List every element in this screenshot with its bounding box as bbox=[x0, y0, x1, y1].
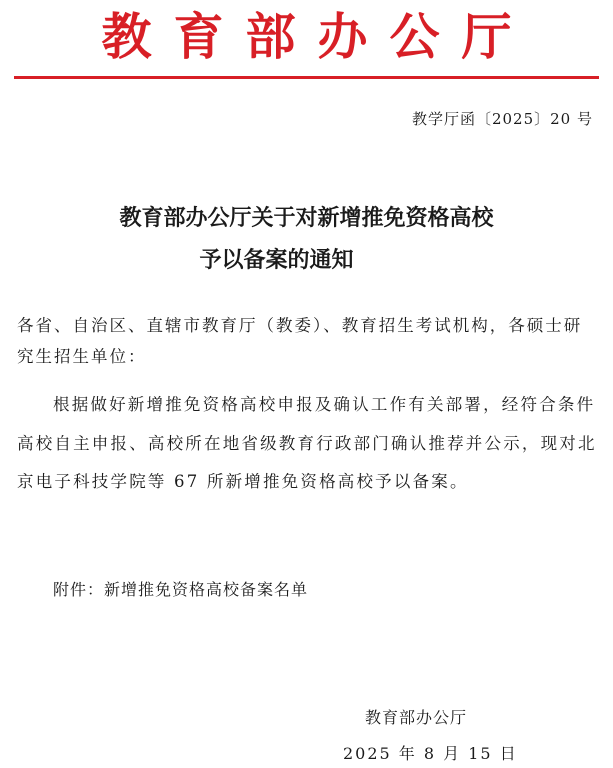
issuer-header: 教育部办公厅 bbox=[101, 7, 534, 66]
document-title bbox=[0, 198, 613, 282]
red-divider-line bbox=[14, 76, 599, 79]
body-paragraph: 根据做好新增推免资格高校申报及确认工作有关部署，经符合条件高校自主申报、高校所在地省级教育行政部门确认推荐并公示，现对北京电子科技学院等 67 所新增推免资格高校予以备案。 bbox=[17, 395, 597, 491]
addressee: 各省、自治区、直辖市教育厅（教委）、教育招生考试机构，各硕士研究生招生单位： bbox=[17, 316, 583, 366]
title-line-2: 予以备案的通知 bbox=[199, 248, 354, 273]
title-line-1: 教育部办公厅关于对新增推免资格高校 bbox=[119, 206, 494, 231]
issue-date: 2025 年 8 月 15 日 bbox=[343, 744, 518, 763]
document-number: 教学厅函〔2025〕20 号 bbox=[411, 110, 593, 128]
signing-office: 教育部办公厅 bbox=[365, 708, 468, 727]
attachment-line: 附件：新增推免资格高校备案名单 bbox=[53, 580, 309, 599]
